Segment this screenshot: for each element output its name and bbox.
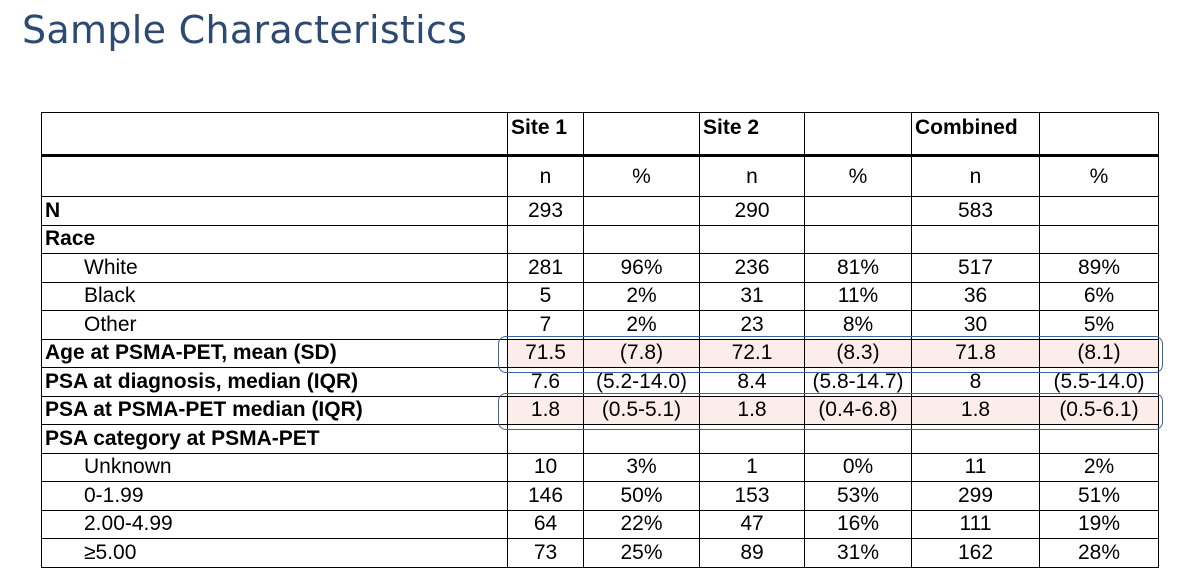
- table-cell: 53%: [805, 482, 912, 511]
- table-cell: 71.8: [912, 339, 1040, 368]
- table-row: [42, 197, 1159, 226]
- table-cell: (8.1): [1040, 339, 1159, 368]
- table-cell: [584, 225, 700, 254]
- table-cell: [584, 425, 700, 454]
- table-cell: 36: [912, 282, 1040, 311]
- row-label: PSA at PSMA-PET median (IQR): [42, 396, 508, 425]
- table-cell: 517: [912, 254, 1040, 283]
- row-label: Other: [42, 311, 508, 340]
- table-cell: [1040, 225, 1159, 254]
- table-cell: 71.5: [508, 339, 584, 368]
- table-cell: 6%: [1040, 282, 1159, 311]
- table-cell: 1.8: [912, 396, 1040, 425]
- table-row: [42, 539, 1159, 568]
- table-cell: 11%: [805, 282, 912, 311]
- table-cell: 153: [700, 482, 805, 511]
- table-cell: (8.3): [805, 339, 912, 368]
- table-cell: 23: [700, 311, 805, 340]
- table-cell: 281: [508, 254, 584, 283]
- table-cell: (0.4-6.8): [805, 396, 912, 425]
- table-cell: 64: [508, 510, 584, 539]
- header-site-cell: [42, 113, 508, 156]
- row-label: PSA at diagnosis, median (IQR): [42, 368, 508, 397]
- table-cell: [805, 225, 912, 254]
- table-row: [42, 368, 1159, 397]
- table-cell: [508, 425, 584, 454]
- table-cell: 1.8: [508, 396, 584, 425]
- table-cell: 28%: [1040, 539, 1159, 568]
- table-cell: 162: [912, 539, 1040, 568]
- table-cell: 293: [508, 197, 584, 226]
- table-cell: 2%: [1040, 453, 1159, 482]
- table-cell: [805, 197, 912, 226]
- header-unit-cell: n: [912, 156, 1040, 197]
- row-label: 2.00-4.99: [42, 510, 508, 539]
- table-cell: 583: [912, 197, 1040, 226]
- table-cell: 22%: [584, 510, 700, 539]
- table-cell: (0.5-5.1): [584, 396, 700, 425]
- table-cell: 11: [912, 453, 1040, 482]
- table-cell: 16%: [805, 510, 912, 539]
- header-unit-cell: %: [584, 156, 700, 197]
- row-label: Unknown: [42, 453, 508, 482]
- table-row: [42, 254, 1159, 283]
- table-cell: 8%: [805, 311, 912, 340]
- header-site-cell: [1040, 113, 1159, 156]
- row-label: White: [42, 254, 508, 283]
- table-cell: 30: [912, 311, 1040, 340]
- header-row-units: [42, 156, 1159, 197]
- table-cell: 31%: [805, 539, 912, 568]
- table-cell: 1.8: [700, 396, 805, 425]
- table-cell: 8: [912, 368, 1040, 397]
- table-cell: [584, 197, 700, 226]
- header-site-cell: [805, 113, 912, 156]
- table-row: [42, 225, 1159, 254]
- table-cell: (7.8): [584, 339, 700, 368]
- table-cell: 10: [508, 453, 584, 482]
- table-cell: 111: [912, 510, 1040, 539]
- table-cell: [1040, 425, 1159, 454]
- table-row: [42, 311, 1159, 340]
- table-cell: 8.4: [700, 368, 805, 397]
- row-label: ≥5.00: [42, 539, 508, 568]
- table-cell: 2%: [584, 311, 700, 340]
- table-cell: 51%: [1040, 482, 1159, 511]
- table-cell: 1: [700, 453, 805, 482]
- row-label: Race: [42, 225, 508, 254]
- table-cell: (0.5-6.1): [1040, 396, 1159, 425]
- table-cell: 50%: [584, 482, 700, 511]
- table-cell: 7: [508, 311, 584, 340]
- table-cell: 2%: [584, 282, 700, 311]
- table-cell: 5%: [1040, 311, 1159, 340]
- row-label: Age at PSMA-PET, mean (SD): [42, 339, 508, 368]
- table-row: [42, 396, 1159, 425]
- table-row: [42, 482, 1159, 511]
- header-unit-cell: %: [805, 156, 912, 197]
- table-cell: 3%: [584, 453, 700, 482]
- table-cell: 236: [700, 254, 805, 283]
- table-cell: 81%: [805, 254, 912, 283]
- table-cell: 47: [700, 510, 805, 539]
- header-unit-cell: n: [700, 156, 805, 197]
- table-cell: 290: [700, 197, 805, 226]
- header-unit-cell: %: [1040, 156, 1159, 197]
- header-row-sites: [42, 113, 1159, 156]
- header-site-cell: Combined: [912, 113, 1040, 156]
- row-label: Black: [42, 282, 508, 311]
- header-site-cell: [584, 113, 700, 156]
- table-cell: [700, 225, 805, 254]
- table-cell: 73: [508, 539, 584, 568]
- table-cell: 25%: [584, 539, 700, 568]
- table-cell: [912, 225, 1040, 254]
- table-cell: 72.1: [700, 339, 805, 368]
- table-cell: [700, 425, 805, 454]
- table-cell: 7.6: [508, 368, 584, 397]
- table-cell: 89: [700, 539, 805, 568]
- sample-characteristics-table: [41, 112, 1159, 568]
- table-cell: 146: [508, 482, 584, 511]
- table-row: [42, 282, 1159, 311]
- table-row: [42, 425, 1159, 454]
- table-cell: 89%: [1040, 254, 1159, 283]
- row-label: 0-1.99: [42, 482, 508, 511]
- table-cell: (5.8-14.7): [805, 368, 912, 397]
- table-cell: [1040, 197, 1159, 226]
- header-unit-cell: n: [508, 156, 584, 197]
- table-row: [42, 510, 1159, 539]
- table-cell: 0%: [805, 453, 912, 482]
- table-cell: [912, 425, 1040, 454]
- row-label: N: [42, 197, 508, 226]
- table-cell: [805, 425, 912, 454]
- table-row: [42, 453, 1159, 482]
- table-cell: 31: [700, 282, 805, 311]
- table-cell: [508, 225, 584, 254]
- page-title: Sample Characteristics: [22, 8, 468, 52]
- table-cell: 96%: [584, 254, 700, 283]
- table-cell: 299: [912, 482, 1040, 511]
- table-cell: 5: [508, 282, 584, 311]
- header-unit-cell: [42, 156, 508, 197]
- row-label: PSA category at PSMA-PET: [42, 425, 508, 454]
- header-site-cell: Site 1: [508, 113, 584, 156]
- table-cell: 19%: [1040, 510, 1159, 539]
- table-cell: (5.2-14.0): [584, 368, 700, 397]
- header-site-cell: Site 2: [700, 113, 805, 156]
- table-row: [42, 339, 1159, 368]
- table-cell: (5.5-14.0): [1040, 368, 1159, 397]
